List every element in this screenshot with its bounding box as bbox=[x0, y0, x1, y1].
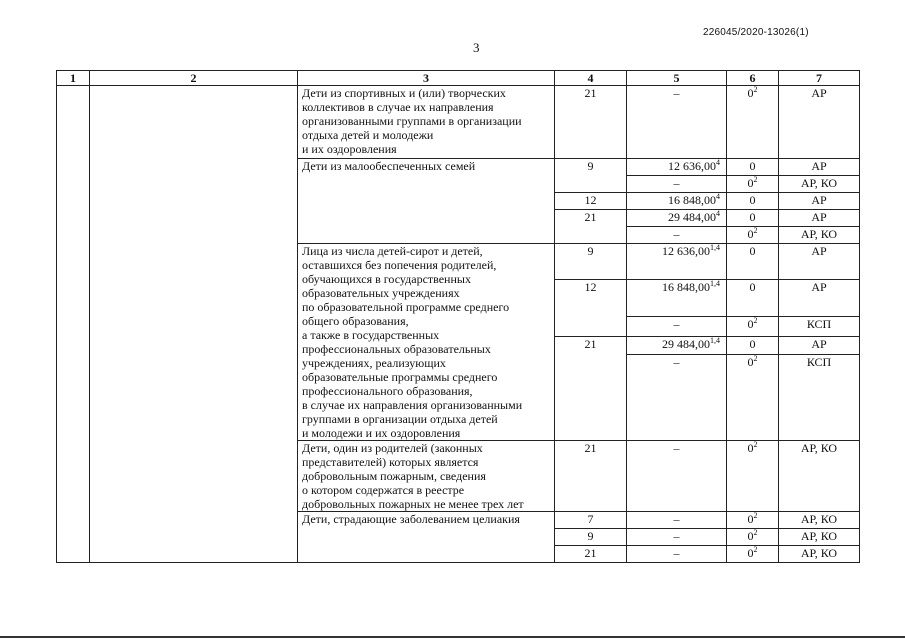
column-number-row bbox=[57, 71, 860, 86]
amount-value: – bbox=[673, 529, 680, 543]
column-header: 4 bbox=[555, 71, 627, 86]
responsible-value: АР bbox=[811, 193, 827, 207]
rate-cell bbox=[727, 280, 779, 317]
footnote-marker: 2 bbox=[753, 316, 758, 326]
category-cell bbox=[298, 159, 555, 244]
amount-cell bbox=[627, 546, 727, 563]
footnote-marker: 2 bbox=[753, 85, 758, 94]
footnote-marker: 2 bbox=[753, 175, 758, 184]
age-cell bbox=[555, 529, 627, 546]
category-line: представителей) которых является bbox=[302, 455, 479, 469]
document-registration-number: 226045/2020-13026(1) bbox=[703, 27, 809, 38]
amount-cell bbox=[627, 280, 727, 317]
category-cell bbox=[298, 86, 555, 159]
responsible-cell bbox=[779, 546, 860, 563]
amount-cell bbox=[627, 193, 727, 210]
amount-cell bbox=[627, 355, 727, 441]
age-value: 21 bbox=[584, 441, 597, 455]
amount-cell bbox=[627, 441, 727, 512]
responsible-value: АР bbox=[811, 210, 827, 224]
responsible-cell bbox=[779, 317, 860, 337]
rate-value: 0 bbox=[749, 193, 756, 207]
category-line: и их оздоровления bbox=[302, 142, 397, 156]
category-line: группами в организации отдыха детей bbox=[302, 412, 498, 426]
category-line: организованными группами в организации bbox=[302, 114, 522, 128]
responsible-value: АР bbox=[811, 159, 827, 173]
rate-value: 0 bbox=[747, 227, 754, 241]
benefits-table bbox=[56, 70, 860, 563]
responsible-value: АР, КО bbox=[800, 529, 838, 543]
age-cell bbox=[555, 546, 627, 563]
amount-value: 12 636,00 bbox=[668, 159, 716, 173]
age-value: 12 bbox=[584, 193, 597, 207]
category-line: образовательные программы среднего bbox=[302, 370, 498, 384]
age-cell bbox=[555, 317, 627, 337]
amount-cell bbox=[627, 337, 727, 355]
responsible-value: КСП bbox=[806, 355, 832, 370]
category-line: отдыха детей и молодежи bbox=[302, 128, 434, 142]
rate-cell bbox=[727, 337, 779, 355]
page-number: 3 bbox=[473, 40, 480, 55]
amount-cell bbox=[627, 317, 727, 337]
footnote-marker: 1,4 bbox=[710, 279, 720, 288]
category-line: оставшихся без попечения родителей, bbox=[302, 258, 497, 272]
responsible-cell bbox=[779, 280, 860, 317]
footnote-marker: 2 bbox=[753, 528, 758, 537]
amount-value: – bbox=[673, 317, 680, 332]
col2-cell bbox=[90, 86, 298, 563]
amount-value: 16 848,00 bbox=[662, 280, 710, 294]
column-header: 5 bbox=[627, 71, 727, 86]
amount-cell bbox=[627, 159, 727, 176]
rate-value: 0 bbox=[749, 337, 756, 352]
column-header: 7 bbox=[779, 71, 860, 86]
rate-cell bbox=[727, 227, 779, 244]
age-cell bbox=[555, 280, 627, 317]
category-line: обучающихся в государственных bbox=[302, 272, 471, 286]
scan-edge-line bbox=[0, 636, 905, 638]
responsible-value: АР, КО bbox=[800, 512, 838, 526]
amount-cell bbox=[627, 512, 727, 529]
rate-cell bbox=[727, 244, 779, 280]
rate-cell bbox=[727, 159, 779, 176]
category-cell bbox=[298, 512, 555, 563]
age-value: 21 bbox=[584, 337, 597, 352]
category-line: Дети, страдающие заболеванием целиакия bbox=[302, 512, 520, 526]
rate-value: 0 bbox=[747, 529, 754, 543]
amount-value: – bbox=[673, 512, 680, 526]
amount-cell bbox=[627, 244, 727, 280]
responsible-value: АР bbox=[811, 86, 827, 100]
amount-value: 16 848,00 bbox=[668, 193, 716, 207]
amount-cell bbox=[627, 529, 727, 546]
rate-cell bbox=[727, 355, 779, 441]
responsible-cell bbox=[779, 512, 860, 529]
rate-value: 0 bbox=[749, 210, 756, 224]
responsible-cell bbox=[779, 441, 860, 512]
category-line: Дети из спортивных и (или) творческих bbox=[302, 86, 506, 100]
responsible-cell bbox=[779, 337, 860, 355]
rate-value: 0 bbox=[747, 441, 754, 455]
category-cell bbox=[298, 441, 555, 512]
rate-cell bbox=[727, 317, 779, 337]
amount-cell bbox=[627, 227, 727, 244]
footnote-marker: 1,4 bbox=[710, 336, 720, 346]
footnote-marker: 4 bbox=[716, 158, 720, 167]
amount-cell bbox=[627, 86, 727, 159]
responsible-cell bbox=[779, 159, 860, 176]
age-cell bbox=[555, 176, 627, 193]
column-header: 1 bbox=[57, 71, 90, 86]
rate-cell bbox=[727, 176, 779, 193]
rate-value: 0 bbox=[747, 86, 754, 100]
footnote-marker: 1,4 bbox=[710, 243, 720, 252]
responsible-cell bbox=[779, 210, 860, 227]
category-line: учреждениях, реализующих bbox=[302, 356, 446, 370]
category-cell bbox=[298, 244, 555, 441]
age-value: 12 bbox=[584, 280, 597, 294]
responsible-value: КСП bbox=[806, 317, 832, 332]
responsible-cell bbox=[779, 529, 860, 546]
responsible-cell bbox=[779, 176, 860, 193]
age-value: 9 bbox=[587, 244, 594, 258]
category-line: общего образования, bbox=[302, 314, 409, 328]
category-line: профессиональных образовательных bbox=[302, 342, 491, 356]
responsible-value: АР, КО bbox=[800, 441, 838, 455]
footnote-marker: 2 bbox=[753, 545, 758, 554]
footnote-marker: 2 bbox=[753, 440, 758, 449]
category-line: Дети из малообеспеченных семей bbox=[302, 159, 476, 173]
responsible-value: АР, КО bbox=[800, 227, 838, 241]
category-line: по образовательной программе среднего bbox=[302, 300, 510, 314]
age-cell bbox=[555, 244, 627, 280]
amount-value: – bbox=[673, 176, 680, 190]
age-cell bbox=[555, 210, 627, 227]
table-body bbox=[57, 71, 860, 563]
amount-value: – bbox=[673, 546, 680, 560]
category-line: профессионального образования, bbox=[302, 384, 473, 398]
rate-cell bbox=[727, 512, 779, 529]
rate-cell bbox=[727, 210, 779, 227]
age-value: 7 bbox=[587, 512, 594, 526]
category-line: коллективов в случае их направления bbox=[302, 100, 494, 114]
amount-value: – bbox=[673, 86, 680, 100]
footnote-marker: 4 bbox=[716, 209, 720, 218]
age-value: 21 bbox=[584, 210, 597, 224]
rate-value: 0 bbox=[749, 280, 756, 294]
amount-value: 29 484,00 bbox=[662, 337, 710, 352]
rate-value: 0 bbox=[747, 176, 754, 190]
category-line: Дети, один из родителей (законных bbox=[302, 441, 483, 455]
category-line: о котором содержатся в реестре bbox=[302, 483, 465, 497]
age-value: 9 bbox=[587, 529, 594, 543]
age-value: 21 bbox=[584, 546, 597, 560]
age-cell bbox=[555, 441, 627, 512]
rate-value: 0 bbox=[747, 546, 754, 560]
amount-value: – bbox=[673, 441, 680, 455]
footnote-marker: 4 bbox=[716, 192, 720, 201]
rate-cell bbox=[727, 529, 779, 546]
responsible-value: АР, КО bbox=[800, 176, 838, 190]
amount-cell bbox=[627, 210, 727, 227]
footnote-marker: 2 bbox=[753, 226, 758, 235]
responsible-value: АР bbox=[811, 244, 827, 258]
rate-cell bbox=[727, 86, 779, 159]
responsible-cell bbox=[779, 227, 860, 244]
amount-value: – bbox=[673, 227, 680, 241]
rate-cell bbox=[727, 441, 779, 512]
rate-value: 0 bbox=[749, 159, 756, 173]
category-line: добровольных пожарных не менее трех лет bbox=[302, 497, 524, 511]
footnote-marker: 2 bbox=[753, 354, 758, 364]
category-line: Лица из числа детей-сирот и детей, bbox=[302, 244, 483, 258]
age-cell bbox=[555, 86, 627, 159]
age-cell bbox=[555, 227, 627, 244]
amount-value: – bbox=[673, 355, 680, 370]
category-line: в случае их направления организованными bbox=[302, 398, 523, 412]
responsible-cell bbox=[779, 193, 860, 210]
rate-value: 0 bbox=[747, 317, 754, 332]
age-cell bbox=[555, 193, 627, 210]
age-value: 9 bbox=[587, 159, 594, 173]
column-header: 6 bbox=[727, 71, 779, 86]
rate-cell bbox=[727, 193, 779, 210]
responsible-cell bbox=[779, 355, 860, 441]
rate-value: 0 bbox=[747, 512, 754, 526]
rate-value: 0 bbox=[749, 244, 756, 258]
col1-cell bbox=[57, 86, 90, 563]
category-line: образовательных учреждениях bbox=[302, 286, 460, 300]
responsible-value: АР bbox=[811, 280, 827, 294]
rate-value: 0 bbox=[747, 355, 754, 370]
amount-value: 29 484,00 bbox=[668, 210, 716, 224]
rate-cell bbox=[727, 546, 779, 563]
responsible-value: АР, КО bbox=[800, 546, 838, 560]
responsible-cell bbox=[779, 244, 860, 280]
category-line: и молодежи и их оздоровления bbox=[302, 426, 461, 440]
age-value: 21 bbox=[584, 86, 597, 100]
category-line: добровольным пожарным, сведения bbox=[302, 469, 486, 483]
age-cell bbox=[555, 159, 627, 176]
column-header: 2 bbox=[90, 71, 298, 86]
footnote-marker: 2 bbox=[753, 511, 758, 520]
age-cell bbox=[555, 355, 627, 441]
amount-cell bbox=[627, 176, 727, 193]
column-header: 3 bbox=[298, 71, 555, 86]
responsible-value: АР bbox=[811, 337, 827, 352]
responsible-cell bbox=[779, 86, 860, 159]
table-row bbox=[57, 86, 860, 159]
category-line: а также в государственных bbox=[302, 328, 440, 342]
age-cell bbox=[555, 512, 627, 529]
amount-value: 12 636,00 bbox=[662, 244, 710, 258]
age-cell bbox=[555, 337, 627, 355]
